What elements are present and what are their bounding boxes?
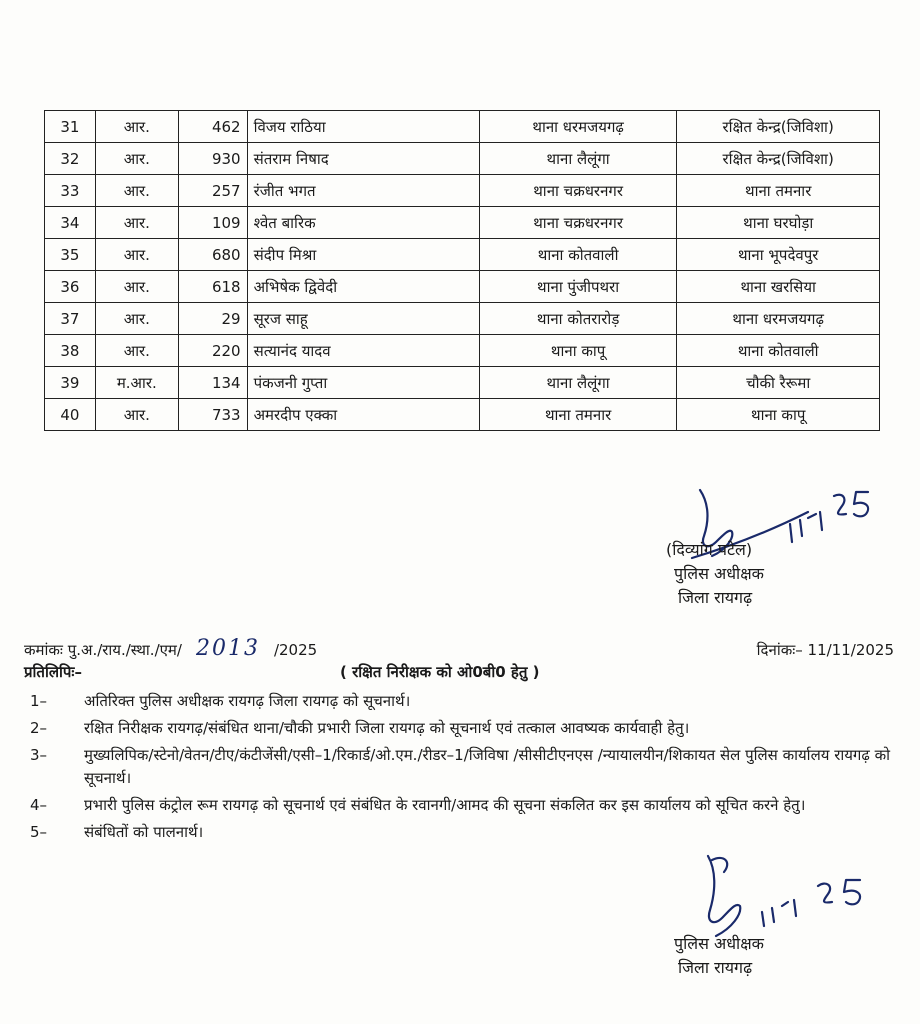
list-item-text: अतिरिक्त पुलिस अधीक्षक रायगढ़ जिला रायगढ़ को सूचनार्थ। (84, 692, 411, 710)
rank-cell: आर. (95, 303, 178, 335)
copy-points-list (24, 690, 894, 848)
rank-cell: आर. (95, 399, 178, 431)
badge-number-cell: 680 (178, 239, 247, 271)
handwritten-signature-top (612, 484, 902, 574)
current-posting-cell: थाना तमनार (479, 399, 677, 431)
list-item-number: 2– (30, 719, 48, 737)
signatory-designation: पुलिस अधीक्षक (674, 564, 764, 583)
serial-number-cell: 31 (45, 111, 96, 143)
new-posting-cell: थाना धरमजयगढ़ (677, 303, 880, 335)
serial-number-cell: 39 (45, 367, 96, 399)
name-cell: अभिषेक द्विवेदी (247, 271, 479, 303)
serial-number-cell: 32 (45, 143, 96, 175)
table-row (45, 207, 880, 239)
new-posting-cell: रक्षित केन्द्र(जिविशा) (677, 111, 880, 143)
reference-line (24, 636, 894, 661)
current-posting-cell: थाना चक्रधरनगर (479, 175, 677, 207)
handwritten-signature-bottom (612, 852, 902, 942)
new-posting-cell: थाना भूपदेवपुर (677, 239, 880, 271)
badge-number-cell: 134 (178, 367, 247, 399)
copy-note: ( रक्षित निरीक्षक को ओ0बी0 हेतु ) (340, 663, 540, 681)
current-posting-cell: थाना पुंजीपथरा (479, 271, 677, 303)
current-posting-cell: थाना चक्रधरनगर (479, 207, 677, 239)
badge-number-cell: 462 (178, 111, 247, 143)
list-item-text: प्रभारी पुलिस कंट्रोल रूम रायगढ़ को सूचनार्थ एवं संबंधित के रवानगी/आमद की सूचना संकलित कर इस कार्यालय को सूचित करने हेतु। (84, 796, 806, 814)
badge-number-cell: 618 (178, 271, 247, 303)
name-cell: विजय राठिया (247, 111, 479, 143)
table-row (45, 303, 880, 335)
list-item (24, 794, 894, 817)
badge-number-cell: 257 (178, 175, 247, 207)
list-item-number: 3– (30, 746, 48, 764)
name-cell: सत्यानंद यादव (247, 335, 479, 367)
reference-date: दिनांकः– 11/11/2025 (756, 641, 894, 659)
serial-number-cell: 38 (45, 335, 96, 367)
copy-heading-row (24, 662, 894, 682)
list-item-text: रक्षित निरीक्षक रायगढ़/संबंधित थाना/चौकी प्रभारी जिला रायगढ़ को सूचनार्थ एवं तत्काल आवष्यक कार्यवाही हेतु। (84, 719, 690, 737)
new-posting-cell: चौकी रैरूमा (677, 367, 880, 399)
serial-number-cell: 35 (45, 239, 96, 271)
new-posting-cell: थाना कोतवाली (677, 335, 880, 367)
signatory-designation-bottom: पुलिस अधीक्षक (674, 934, 764, 953)
new-posting-cell: थाना घरघोड़ा (677, 207, 880, 239)
serial-number-cell: 33 (45, 175, 96, 207)
list-item-text: संबंधितों को पालनार्थ। (84, 823, 204, 841)
signatory-name: (दिव्यांग पटेल) (666, 540, 753, 559)
transfer-table (44, 110, 880, 431)
badge-number-cell: 220 (178, 335, 247, 367)
new-posting-cell: थाना कापू (677, 399, 880, 431)
serial-number-cell: 40 (45, 399, 96, 431)
table-row (45, 175, 880, 207)
list-item-number: 5– (30, 823, 48, 841)
reference-year: /2025 (273, 641, 318, 659)
table-row (45, 271, 880, 303)
serial-number-cell: 36 (45, 271, 96, 303)
rank-cell: म.आर. (95, 367, 178, 399)
name-cell: रंजीत भगत (247, 175, 479, 207)
badge-number-cell: 109 (178, 207, 247, 239)
new-posting-cell: थाना तमनार (677, 175, 880, 207)
table-row (45, 399, 880, 431)
new-posting-cell: रक्षित केन्द्र(जिविशा) (677, 143, 880, 175)
table-row (45, 111, 880, 143)
signature-block-top (612, 484, 902, 614)
current-posting-cell: थाना लैलूंगा (479, 367, 677, 399)
current-posting-cell: थाना लैलूंगा (479, 143, 677, 175)
list-item (24, 821, 894, 844)
table-row (45, 143, 880, 175)
name-cell: सूरज साहू (247, 303, 479, 335)
table-row (45, 239, 880, 271)
current-posting-cell: थाना कापू (479, 335, 677, 367)
rank-cell: आर. (95, 207, 178, 239)
serial-number-cell: 34 (45, 207, 96, 239)
list-item-number: 1– (30, 692, 48, 710)
rank-cell: आर. (95, 143, 178, 175)
current-posting-cell: थाना धरमजयगढ़ (479, 111, 677, 143)
table-row (45, 367, 880, 399)
rank-cell: आर. (95, 271, 178, 303)
name-cell: अमरदीप एक्का (247, 399, 479, 431)
name-cell: पंकजनी गुप्ता (247, 367, 479, 399)
badge-number-cell: 733 (178, 399, 247, 431)
signatory-district: जिला रायगढ़ (678, 588, 753, 607)
name-cell: संतराम निषाद (247, 143, 479, 175)
copy-heading: प्रतिलिपिः– (24, 663, 82, 681)
list-item-text: मुख्यलिपिक/स्टेनो/वेतन/टीए/कंटीजेंसी/एसी–1/रिकार्ड/ओ.एम./रीडर–1/जिविषा /सीसीटीएनएस /न्यायालयीन/शिकायत सेल पुलिस कार्यालय रायगढ़ को सूचनार्थ। (84, 746, 890, 787)
badge-number-cell: 930 (178, 143, 247, 175)
list-item (24, 690, 894, 713)
transfer-table-body (45, 111, 880, 431)
rank-cell: आर. (95, 335, 178, 367)
rank-cell: आर. (95, 111, 178, 143)
rank-cell: आर. (95, 175, 178, 207)
serial-number-cell: 37 (45, 303, 96, 335)
current-posting-cell: थाना कोतवाली (479, 239, 677, 271)
table-row (45, 335, 880, 367)
rank-cell: आर. (95, 239, 178, 271)
signatory-district-bottom: जिला रायगढ़ (678, 958, 753, 977)
badge-number-cell: 29 (178, 303, 247, 335)
list-item-number: 4– (30, 796, 48, 814)
signature-block-bottom (612, 852, 902, 992)
new-posting-cell: थाना खरसिया (677, 271, 880, 303)
list-item (24, 717, 894, 740)
reference-prefix: कमांकः पु.अ./राय./स्था./एम/ (24, 641, 182, 659)
list-item (24, 744, 894, 790)
current-posting-cell: थाना कोतरारोड़ (479, 303, 677, 335)
name-cell: संदीप मिश्रा (247, 239, 479, 271)
name-cell: श्वेत बारिक (247, 207, 479, 239)
handwritten-reference-number: 2013 (195, 636, 260, 661)
